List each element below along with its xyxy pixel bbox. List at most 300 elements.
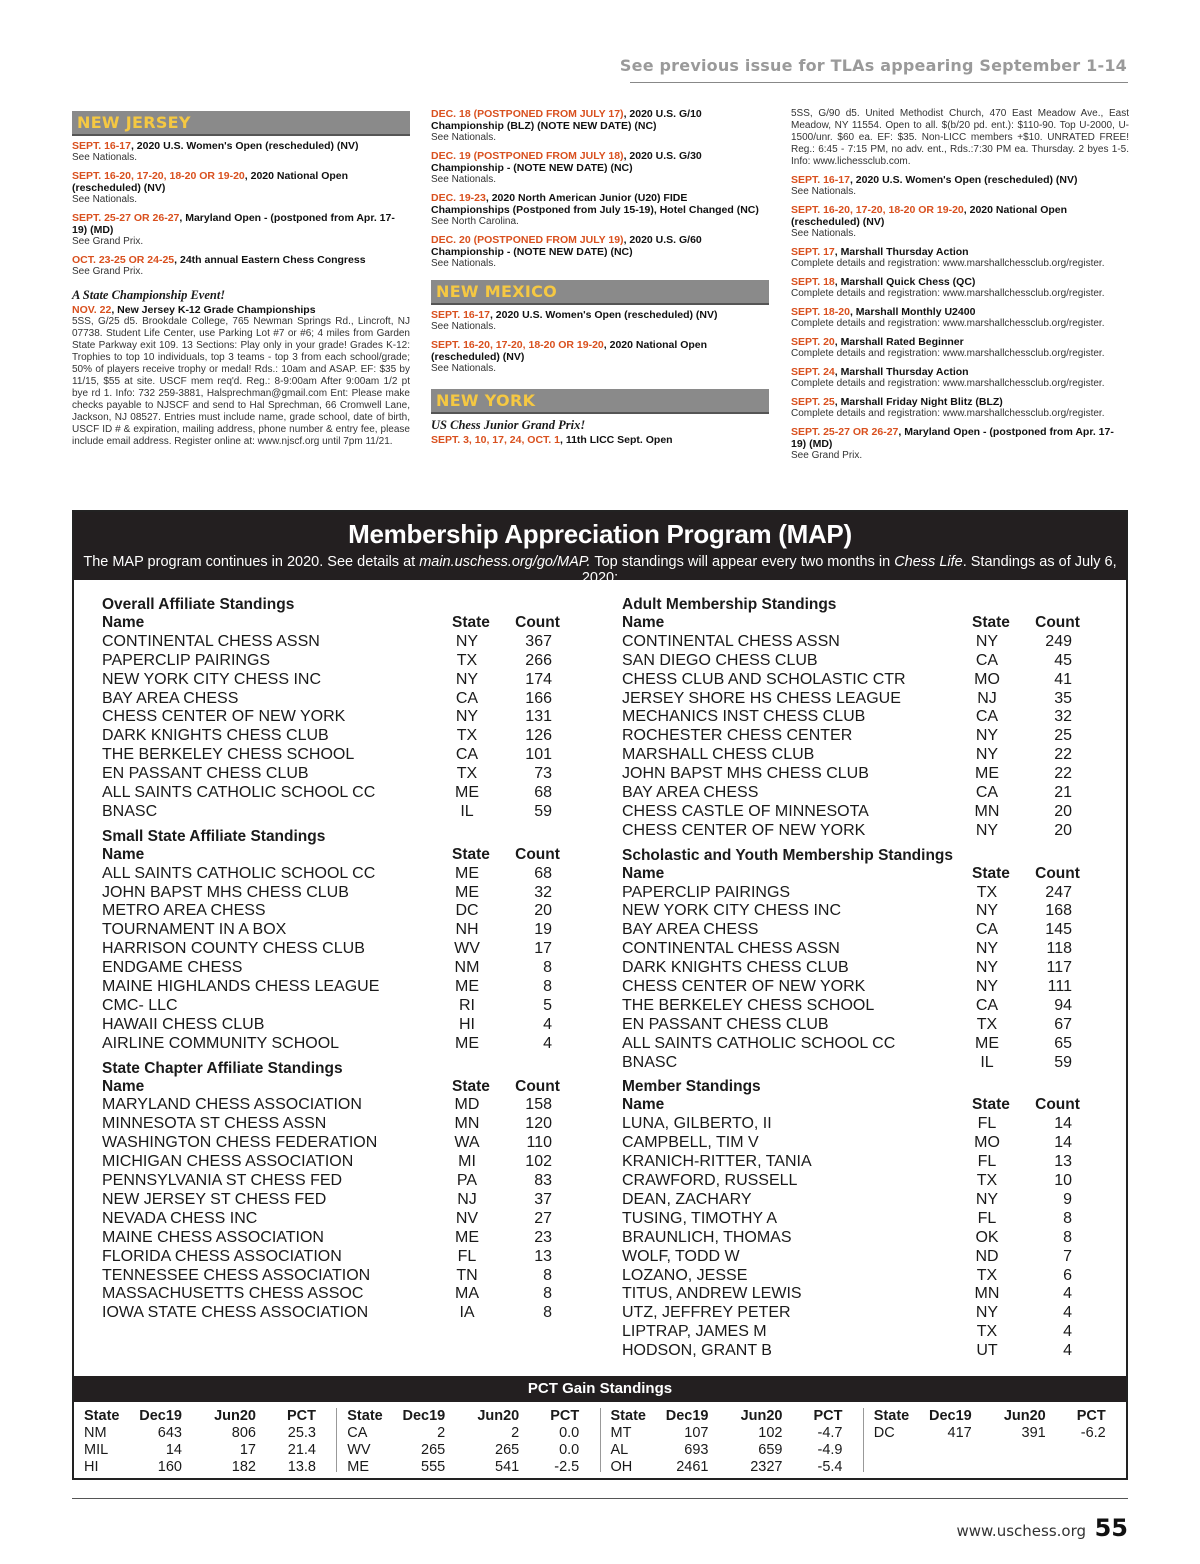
name-cell: Name: [622, 614, 665, 631]
event-title: , Marshall Thursday Action: [834, 366, 969, 378]
table-row: [622, 765, 1102, 784]
count-cell: 13: [1054, 1153, 1072, 1171]
table-row: [622, 822, 1102, 841]
map-title: Membership Appreciation Program (MAP): [348, 519, 852, 549]
event-item: [431, 339, 769, 375]
count-cell: 8: [543, 1266, 552, 1284]
pct-cell: DC: [873, 1425, 895, 1441]
event-list: [72, 140, 410, 278]
table-row: [622, 1229, 1102, 1248]
event-list: [791, 174, 1129, 462]
state-cell: PA: [456, 1172, 478, 1190]
name-cell: BAY AREA CHESS: [622, 784, 759, 802]
name-cell: NEW YORK CITY CHESS INC: [622, 902, 841, 920]
state-cell: NY: [975, 978, 999, 996]
tla-column-1: [72, 111, 410, 454]
name-cell: BAY AREA CHESS: [102, 689, 239, 707]
name-cell: CONTINENTAL CHESS ASSN: [622, 632, 840, 650]
state-cell: FL: [457, 1247, 477, 1265]
event-item: [791, 204, 1129, 240]
count-cell: 4: [1063, 1342, 1072, 1360]
count-cell: 249: [1045, 632, 1072, 650]
state-cell: MO: [974, 1134, 1000, 1152]
pct-cell: 182: [231, 1459, 256, 1475]
table-row: [102, 708, 582, 727]
name-cell: KRANICH-RITTER, TANIA: [622, 1153, 812, 1171]
state-cell: ME: [975, 765, 999, 783]
event-date: SEPT. 18: [791, 276, 835, 288]
count-cell: 174: [525, 670, 552, 688]
state-cell: State: [452, 845, 490, 863]
table-row: [622, 1342, 1102, 1361]
table-row: [622, 1210, 1102, 1229]
state-cell: ME: [455, 883, 479, 901]
section-italic-header: A State Championship Event!: [72, 288, 226, 302]
name-cell: THE BERKELEY CHESS SCHOOL: [102, 746, 355, 764]
count-cell: 13: [534, 1247, 552, 1265]
state-cell: MD: [454, 1096, 480, 1114]
table-header-row: [622, 865, 1102, 884]
event-item: [791, 366, 1129, 390]
pct-row: [611, 1425, 853, 1442]
count-cell: 4: [543, 1015, 552, 1033]
table-row: [102, 1153, 582, 1172]
name-cell: JOHN BAPST MHS CHESS CLUB: [102, 883, 349, 901]
state-cell: TX: [976, 1323, 998, 1341]
table-row: [102, 1285, 582, 1304]
count-cell: 4: [543, 1034, 552, 1052]
count-cell: 111: [1047, 978, 1072, 996]
state-cell: MN: [974, 802, 1000, 820]
name-cell: LIPTRAP, JAMES M: [622, 1323, 767, 1341]
section-italic-header: US Chess Junior Grand Prix!: [431, 418, 586, 432]
event-title: , 2020 National Open (rescheduled) (NV): [791, 204, 1068, 228]
event-date: DEC. 19-23: [431, 192, 486, 204]
name-cell: DEAN, ZACHARY: [622, 1190, 752, 1208]
pct-block: [74, 1408, 337, 1475]
tla-column-2: [431, 108, 769, 446]
table-row: [102, 997, 582, 1016]
pct-cell: 265: [495, 1442, 520, 1458]
event-body: See Nationals.: [431, 363, 497, 374]
table-row: [622, 671, 1102, 690]
event-title: , 24th annual Eastern Chess Congress: [174, 254, 366, 266]
tla-column-3: [791, 108, 1129, 468]
standings-section-title: Adult Membership Standings: [622, 596, 837, 613]
event-item: [791, 336, 1129, 360]
state-cell: ME: [455, 978, 479, 996]
pct-cell: 555: [421, 1459, 446, 1475]
name-cell: LUNA, GILBERTO, II: [622, 1115, 772, 1133]
pct-cell: -4.7: [817, 1425, 843, 1441]
footer-url: www.uschess.org: [956, 1522, 1086, 1540]
state-cell: NY: [975, 1304, 999, 1322]
name-cell: BNASC: [622, 1053, 678, 1071]
pct-cell: 102: [758, 1425, 783, 1441]
pct-header-cell: Dec19: [665, 1408, 709, 1424]
table-row: [102, 902, 582, 921]
pct-cell: MIL: [84, 1442, 109, 1458]
count-cell: Count: [515, 614, 560, 631]
count-cell: 8: [543, 1285, 552, 1303]
pct-cell: 417: [947, 1425, 972, 1441]
pct-header-cell: PCT: [813, 1408, 843, 1424]
table-header-row: [102, 614, 582, 633]
pct-cell: AL: [610, 1442, 629, 1458]
pct-row: [84, 1425, 326, 1442]
header-rule: [630, 82, 1128, 83]
name-cell: TENNESSEE CHESS ASSOCIATION: [102, 1266, 371, 1284]
event-title: , Marshall Thursday Action: [834, 246, 969, 258]
pct-header-cell: Jun20: [214, 1408, 256, 1424]
event-title: , 2020 North American Junior (U20) FIDE Championships (Postponed from July 15-19), Hotel Changed (NC): [431, 192, 759, 216]
state-cell: CA: [455, 689, 479, 707]
count-cell: 32: [1054, 708, 1072, 726]
table-row: [622, 633, 1102, 652]
state-cell: NY: [975, 632, 999, 650]
state-cell: ND: [975, 1247, 999, 1265]
table-row: [102, 671, 582, 690]
count-cell: 168: [1045, 902, 1072, 920]
state-cell: TX: [976, 883, 998, 901]
table-row: [102, 978, 582, 997]
event-list: [431, 309, 769, 375]
table-row: [102, 959, 582, 978]
event-item: [72, 170, 410, 206]
pct-cell: 107: [684, 1425, 709, 1441]
count-cell: 8: [543, 959, 552, 977]
event-title: , 2020 U.S. Women's Open (rescheduled) (NV): [849, 174, 1078, 186]
table-row: [622, 1035, 1102, 1054]
count-cell: 8: [1063, 1228, 1072, 1246]
count-cell: 131: [525, 708, 552, 726]
state-cell: MN: [454, 1115, 480, 1133]
name-cell: TUSING, TIMOTHY A: [622, 1209, 777, 1227]
count-cell: Count: [1035, 864, 1080, 882]
state-cell: NY: [455, 632, 479, 650]
event-title: , 2020 U.S. G/60 Championship - (NOTE NEW DATE) (NC): [431, 234, 702, 258]
name-cell: BNASC: [102, 802, 158, 820]
event-body: Complete details and registration: www.marshallchessclub.org/register.: [791, 258, 1105, 269]
event-body: See Nationals.: [431, 174, 497, 185]
pct-cell: 2461: [676, 1459, 709, 1475]
count-cell: 7: [1063, 1247, 1072, 1265]
event-licc: [431, 434, 769, 446]
pct-header-cell: Jun20: [477, 1408, 520, 1424]
count-cell: 9: [1063, 1190, 1072, 1208]
pct-gain-table: [74, 1408, 1126, 1475]
pct-header-row: [347, 1408, 589, 1425]
name-cell: MARSHALL CHESS CLUB: [622, 746, 815, 764]
pct-header-cell: PCT: [1076, 1408, 1106, 1424]
pct-header-cell: Dec19: [402, 1408, 446, 1424]
pct-header-cell: State: [610, 1408, 646, 1424]
event-item: [431, 234, 769, 270]
name-cell: MINNESOTA ST CHESS ASSN: [102, 1115, 327, 1133]
state-cell: NY: [975, 746, 999, 764]
event-item: [431, 150, 769, 186]
state-cell: CA: [975, 651, 999, 669]
state-cell: WA: [454, 1134, 480, 1152]
name-cell: ENDGAME CHESS: [102, 959, 243, 977]
name-cell: JERSEY SHORE HS CHESS LEAGUE: [622, 689, 901, 707]
event-title: , Marshall Monthly U2400: [849, 306, 976, 318]
pct-cell: 2: [437, 1425, 446, 1441]
event-date: DEC. 18 (POSTPONED FROM JULY 17): [431, 108, 624, 120]
state-cell: OK: [975, 1228, 999, 1246]
count-cell: 37: [534, 1190, 552, 1208]
event-title: , 2020 U.S. G/30 Championship - (NOTE NEW DATE) (NC): [431, 150, 702, 174]
name-cell: ALL SAINTS CATHOLIC SCHOOL CC: [102, 864, 376, 882]
state-cell: NY: [975, 940, 999, 958]
standings-section-title: Scholastic and Youth Membership Standings: [622, 846, 954, 864]
state-cell: NY: [975, 727, 999, 745]
table-row: [622, 652, 1102, 671]
event-title: , Maryland Open - (postponed from Apr. 17-19) (MD): [72, 212, 395, 236]
pct-header-cell: Jun20: [1003, 1408, 1046, 1424]
table-row: [102, 1210, 582, 1229]
count-cell: 102: [525, 1153, 552, 1171]
state-cell: RI: [459, 996, 475, 1014]
state-cell: UT: [976, 1342, 998, 1360]
pct-header-cell: State: [873, 1408, 910, 1424]
state-cell: DC: [455, 902, 479, 920]
pct-row: [84, 1459, 326, 1476]
name-cell: Name: [102, 845, 145, 863]
state-cell: CA: [455, 746, 479, 764]
event-date: SEPT. 24: [791, 366, 835, 378]
state-cell: NV: [455, 1209, 479, 1227]
name-cell: CHESS CENTER OF NEW YORK: [622, 821, 866, 839]
count-cell: 5: [543, 996, 552, 1014]
event-item: [431, 108, 769, 144]
name-cell: Name: [622, 1096, 665, 1114]
state-cell: ME: [455, 864, 479, 882]
event-body: Complete details and registration: www.marshallchessclub.org/register.: [791, 378, 1105, 389]
name-cell: MICHIGAN CHESS ASSOCIATION: [102, 1153, 354, 1171]
table-row: [102, 727, 582, 746]
event-date: SEPT. 16-17: [72, 140, 131, 152]
count-cell: 67: [1054, 1015, 1072, 1033]
event-date: SEPT. 20: [791, 336, 835, 348]
name-cell: CMC- LLC: [102, 996, 178, 1014]
state-cell: TX: [456, 651, 478, 669]
count-cell: 22: [1054, 746, 1072, 764]
event-body: See North Carolina.: [431, 216, 519, 227]
table-row: [102, 1115, 582, 1134]
pct-cell: NM: [84, 1425, 107, 1441]
pct-header-cell: State: [84, 1408, 120, 1424]
event-title: , 11th LICC Sept. Open: [559, 434, 673, 446]
state-cell: IL: [460, 802, 474, 820]
pct-row: [611, 1442, 853, 1459]
pct-cell: -6.2: [1080, 1425, 1106, 1441]
table-row: [622, 1248, 1102, 1267]
name-cell: TOURNAMENT IN A BOX: [102, 921, 287, 939]
event-body: See Grand Prix.: [791, 450, 863, 461]
name-cell: MAINE HIGHLANDS CHESS LEAGUE: [102, 978, 380, 996]
name-cell: CONTINENTAL CHESS ASSN: [102, 632, 320, 650]
name-cell: Name: [102, 1077, 145, 1095]
count-cell: 8: [543, 1304, 552, 1322]
event-date: SEPT. 25: [791, 396, 835, 408]
event-date: DEC. 20 (POSTPONED FROM JULY 19): [431, 234, 624, 246]
count-cell: Count: [1035, 614, 1080, 631]
standings-section-title: Small State Affiliate Standings: [102, 827, 326, 845]
event-body: See Nationals.: [791, 186, 857, 197]
event-date: SEPT. 18-20: [791, 306, 850, 318]
count-cell: 14: [1054, 1134, 1072, 1152]
pct-cell: MT: [610, 1425, 632, 1441]
state-cell: MI: [458, 1153, 476, 1171]
pct-cell: 2327: [750, 1459, 783, 1475]
pct-header-cell: State: [347, 1408, 383, 1424]
map-left-column: [102, 596, 582, 1323]
state-header-new-mexico: NEW MEXICO: [431, 280, 769, 305]
count-cell: 10: [1054, 1172, 1072, 1190]
table-row: [622, 1054, 1102, 1073]
event-body: See Nationals.: [431, 321, 497, 332]
pct-cell: CA: [347, 1425, 368, 1441]
event-k12: [72, 304, 410, 448]
state-header-new-york: NEW YORK: [431, 389, 769, 414]
event-date: SEPT. 16-20, 17-20, 18-20 OR 19-20: [431, 339, 604, 351]
name-cell: CHESS CLUB AND SCHOLASTIC CTR: [622, 670, 906, 688]
pct-cell: 14: [165, 1442, 182, 1458]
count-cell: 14: [1054, 1115, 1072, 1133]
count-cell: 6: [1063, 1266, 1072, 1284]
pct-gain-title: PCT Gain Standings: [74, 1376, 1126, 1402]
event-date: SEPT. 25-27 OR 26-27: [791, 426, 899, 438]
name-cell: LOZANO, JESSE: [622, 1266, 748, 1284]
name-cell: SAN DIEGO CHESS CLUB: [622, 651, 818, 669]
state-cell: CA: [975, 784, 999, 802]
count-cell: 20: [1054, 802, 1072, 820]
table-row: [622, 1191, 1102, 1210]
name-cell: DARK KNIGHTS CHESS CLUB: [102, 727, 329, 745]
pct-cell: 21.4: [287, 1442, 316, 1458]
event-date: SEPT. 16-20, 17-20, 18-20 OR 19-20: [72, 170, 245, 182]
map-box: [72, 510, 1128, 1480]
name-cell: NEW JERSEY ST CHESS FED: [102, 1190, 327, 1208]
table-row: [102, 690, 582, 709]
table-row: [102, 1229, 582, 1248]
event-item: [791, 396, 1129, 420]
event-item: [72, 140, 410, 164]
state-cell: TN: [456, 1266, 478, 1284]
state-header-new-jersey: NEW JERSEY: [72, 111, 410, 136]
count-cell: Count: [1035, 1096, 1080, 1114]
table-row: [102, 652, 582, 671]
count-cell: 17: [534, 940, 552, 958]
state-cell: TX: [976, 1015, 998, 1033]
count-cell: 20: [1054, 821, 1072, 839]
table-row: [622, 746, 1102, 765]
pct-cell: 160: [157, 1459, 182, 1475]
pct-cell: 25.3: [287, 1425, 316, 1441]
pct-row: [347, 1442, 589, 1459]
name-cell: CRAWFORD, RUSSELL: [622, 1172, 798, 1190]
event-item: [791, 246, 1129, 270]
name-cell: ROCHESTER CHESS CENTER: [622, 727, 853, 745]
header-note: See previous issue for TLAs appearing September 1-14: [619, 56, 1127, 75]
table-row: [102, 921, 582, 940]
event-title: , Marshall Rated Beginner: [834, 336, 964, 348]
event-title: , 2020 U.S. Women's Open (rescheduled) (NV): [130, 140, 359, 152]
state-cell: State: [972, 614, 1010, 631]
event-body: Complete details and registration: www.marshallchessclub.org/register.: [791, 348, 1105, 359]
pct-cell: -2.5: [554, 1459, 580, 1475]
state-cell: State: [972, 1096, 1010, 1114]
state-cell: NY: [975, 959, 999, 977]
state-cell: NH: [455, 921, 479, 939]
state-cell: MN: [974, 1285, 1000, 1303]
state-cell: HI: [459, 1015, 475, 1033]
event-item: [791, 276, 1129, 300]
pct-row: [347, 1459, 589, 1476]
state-cell: ME: [455, 1228, 479, 1246]
table-row: [102, 1134, 582, 1153]
table-row: [622, 978, 1102, 997]
count-cell: Count: [515, 1077, 560, 1095]
name-cell: ALL SAINTS CATHOLIC SCHOOL CC: [622, 1034, 896, 1052]
table-row: [622, 1304, 1102, 1323]
pct-header-row: [84, 1408, 326, 1425]
table-row: [102, 1248, 582, 1267]
event-date: OCT. 23-25 OR 24-25: [72, 254, 175, 266]
count-cell: 27: [534, 1209, 552, 1227]
name-cell: EN PASSANT CHESS CLUB: [102, 765, 309, 783]
state-cell: TX: [976, 1266, 998, 1284]
standings-section-title: Member Standings: [622, 1078, 761, 1096]
name-cell: CHESS CENTER OF NEW YORK: [102, 708, 346, 726]
count-cell: 68: [534, 864, 552, 882]
state-cell: NY: [975, 902, 999, 920]
count-cell: 4: [1063, 1323, 1072, 1341]
table-row: [102, 1267, 582, 1286]
event-body: See Nationals.: [72, 194, 138, 205]
pct-header-cell: Jun20: [740, 1408, 783, 1424]
count-cell: 32: [534, 883, 552, 901]
event-title: , Marshall Friday Night Blitz (BLZ): [834, 396, 1003, 408]
event-date: SEPT. 3, 10, 17, 24, OCT. 1: [431, 434, 560, 446]
count-cell: 145: [1045, 921, 1072, 939]
event-list: [431, 108, 769, 270]
table-row: [622, 902, 1102, 921]
state-cell: State: [452, 614, 490, 631]
table-row: [622, 727, 1102, 746]
event-date: NOV. 22: [72, 304, 112, 316]
name-cell: MECHANICS INST CHESS CLUB: [622, 708, 866, 726]
state-cell: CA: [975, 708, 999, 726]
count-cell: 19: [534, 921, 552, 939]
count-cell: 68: [534, 784, 552, 802]
state-cell: TX: [976, 1172, 998, 1190]
name-cell: Name: [102, 614, 145, 631]
table-header-row: [102, 846, 582, 865]
event-body: 5SS, G/90 d5. United Methodist Church, 470 East Meadow Ave., East Meadow, NY 11554. Open to all. $(b/20 pd. ent.): $110-90. Top U-2000, U-1500/unr. $60 ea. EF: $35. Non-LICC members +$10. UNRATED FREE! Reg.: 6:45 - 7:15 PM, no adv. ent., Rds.:7:30 PM ea. Thursday. 2 byes 1-5. Info: www.lichessclub.com.: [791, 108, 1129, 167]
table-header-row: [622, 1096, 1102, 1115]
table-row: [622, 884, 1102, 903]
table-row: [622, 690, 1102, 709]
state-cell: WV: [454, 940, 480, 958]
pct-block: [864, 1408, 1126, 1472]
count-cell: 367: [525, 632, 552, 650]
state-cell: ME: [455, 1034, 479, 1052]
event-body: See Grand Prix.: [72, 266, 144, 277]
state-cell: MA: [455, 1285, 479, 1303]
state-cell: NY: [455, 670, 479, 688]
